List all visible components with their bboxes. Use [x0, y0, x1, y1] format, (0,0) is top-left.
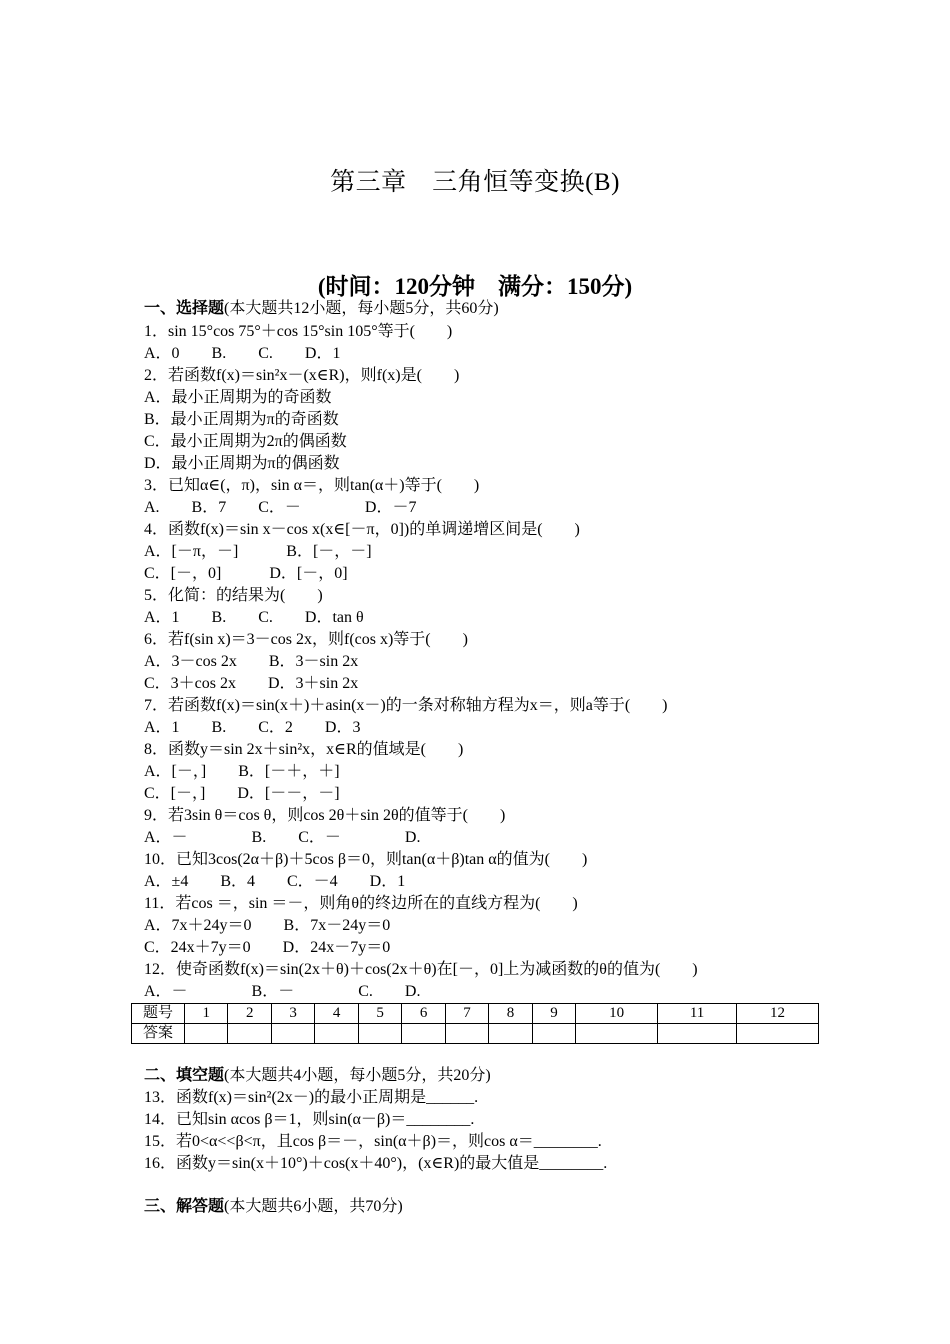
question-number-cell: 5: [358, 1004, 401, 1024]
section-1-header: [144, 298, 499, 320]
answer-cell[interactable]: [737, 1024, 819, 1044]
question-2: 2．若函数f(x)＝sin²x－(x∈R)，则f(x)是( ): [144, 367, 460, 384]
answer-cell[interactable]: [185, 1024, 228, 1044]
question-12: 12．使奇函数f(x)＝sin(2x＋θ)＋cos(2x＋θ)在[－，0]上为减函数的θ的值为( ): [144, 961, 698, 978]
question-6-options-ab: A．3－cos 2x B．3－sin 2x: [144, 653, 359, 670]
question-10-options: A．±4 B．4 C．－4 D．1: [144, 873, 406, 890]
question-number-cell: 9: [532, 1004, 575, 1024]
question-6: 6．若f(sin x)＝3－cos 2x，则f(cos x)等于( ): [144, 631, 468, 648]
question-number-cell: 4: [315, 1004, 358, 1024]
question-3: 3．已知α∈(，π)，sin α＝，则tan(α＋)等于( ): [144, 477, 480, 494]
question-15: 15．若0<α<<β<π，且cos β＝－，sin(α＋β)＝，则cos α＝________.: [144, 1133, 602, 1150]
question-2-option-d: D．最小正周期为π的偶函数: [144, 455, 340, 472]
question-5-options: A．1 B. C. D．tan θ: [144, 609, 364, 626]
question-11-options-cd: C．24x＋7y＝0 D．24x－7y＝0: [144, 939, 391, 956]
question-11: 11．若cos ＝，sin ＝－，则角θ的终边所在的直线方程为( ): [144, 895, 578, 912]
question-4: 4．函数f(x)＝sin x－cos x(x∈[－π，0])的单调递增区间是( ): [144, 521, 580, 538]
question-14: 14．已知sin αcos β＝1，则sin(α－β)＝________.: [144, 1111, 475, 1128]
answer-table-header-row: [132, 1004, 819, 1024]
question-5: 5．化简：的结果为( ): [144, 587, 323, 604]
question-3-options: A. B．7 C．－ D．－7: [144, 499, 417, 516]
question-number-cell: 3: [271, 1004, 314, 1024]
question-4-options-ab: A．[－π，－] B．[－，－]: [144, 543, 372, 560]
section-1-heading: 一、选择题: [144, 300, 225, 317]
answer-cell[interactable]: [532, 1024, 575, 1044]
question-16: 16．函数y＝sin(x＋10°)＋cos(x＋40°)，(x∈R)的最大值是________.: [144, 1155, 608, 1172]
question-number-cell: 12: [737, 1004, 819, 1024]
section-3-header: [144, 1196, 403, 1218]
section-2-heading: 二、填空题: [144, 1067, 225, 1084]
question-2-option-c: C．最小正周期为2π的偶函数: [144, 433, 347, 450]
answer-cell[interactable]: [271, 1024, 314, 1044]
question-4-options-cd: C．[－，0] D．[－，0]: [144, 565, 348, 582]
page-title: 第三章 三角恒等变换(B): [330, 169, 620, 196]
section-3-note: (本大题共6小题，共70分): [224, 1198, 403, 1215]
question-12-options: A．－ B．－ C. D.: [144, 983, 421, 1000]
answer-cell[interactable]: [402, 1024, 445, 1044]
question-7: 7．若函数f(x)＝sin(x＋)＋asin(x－)的一条对称轴方程为x＝，则a等于( ): [144, 697, 668, 714]
answer-cell[interactable]: [658, 1024, 737, 1044]
question-11-options-ab: A．7x＋24y＝0 B．7x－24y＝0: [144, 917, 391, 934]
question-8-options-cd: C．[－，] D．[－－，－]: [144, 785, 340, 802]
answer-cell[interactable]: [576, 1024, 658, 1044]
question-1-options: A．0 B. C. D．1: [144, 345, 341, 362]
question-9: 9．若3sin θ＝cos θ，则cos 2θ＋sin 2θ的值等于( ): [144, 807, 506, 824]
question-13: 13．函数f(x)＝sin²(2x－)的最小正周期是______.: [144, 1089, 479, 1106]
answer-cell[interactable]: [228, 1024, 271, 1044]
question-number-cell: 1: [185, 1004, 228, 1024]
question-number-cell: 6: [402, 1004, 445, 1024]
question-2-option-a: A．最小正周期为的奇函数: [144, 389, 332, 406]
answer-table-answer-row: [132, 1024, 819, 1044]
answer-cell[interactable]: [489, 1024, 532, 1044]
answer-cell[interactable]: [358, 1024, 401, 1044]
question-number-cell: 10: [576, 1004, 658, 1024]
answer-cell[interactable]: [315, 1024, 358, 1044]
section-2-header: [144, 1065, 491, 1087]
question-1: 1．sin 15°cos 75°＋cos 15°sin 105°等于( ): [144, 323, 453, 340]
answer-table-row-label: 答案: [132, 1024, 185, 1044]
question-8-options-ab: A．[－，] B．[－＋，＋]: [144, 763, 340, 780]
question-6-options-cd: C．3＋cos 2x D．3＋sin 2x: [144, 675, 359, 692]
question-2-option-b: B．最小正周期为π的奇函数: [144, 411, 339, 428]
section-2-note: (本大题共4小题，每小题5分，共20分): [224, 1067, 491, 1084]
section-3-heading: 三、解答题: [144, 1198, 225, 1215]
question-number-cell: 11: [658, 1004, 737, 1024]
question-number-cell: 7: [445, 1004, 488, 1024]
question-7-options: A．1 B. C．2 D．3: [144, 719, 361, 736]
page-subtitle: (时间：120分钟 满分：150分): [317, 274, 633, 299]
question-10: 10．已知3cos(2α＋β)＋5cos β＝0，则tan(α＋β)tan α的值为( ): [144, 851, 588, 868]
answer-table: [131, 1003, 819, 1044]
question-number-cell: 2: [228, 1004, 271, 1024]
section-1-note: (本大题共12小题，每小题5分，共60分): [224, 300, 499, 317]
question-number-cell: 8: [489, 1004, 532, 1024]
question-9-options: A．－ B. C．－ D.: [144, 829, 421, 846]
question-8: 8．函数y＝sin 2x＋sin²x，x∈R的值域是( ): [144, 741, 464, 758]
answer-table-row-label: 题号: [132, 1004, 185, 1024]
answer-cell[interactable]: [445, 1024, 488, 1044]
